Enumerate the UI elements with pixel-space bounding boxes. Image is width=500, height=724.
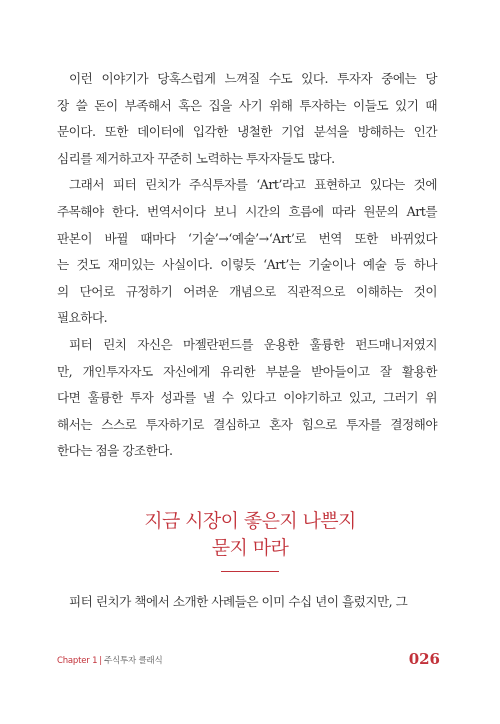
paragraph-line: 판본이 바뀔 때마다 ‘기술’→‘예술’→‘Art’로 번역 또한 바뀌었다 [57,230,437,246]
paragraph-line: 이런 이야기가 당혹스럽게 느껴질 수도 있다. 투자자 중에는 당 [69,71,437,86]
section-heading-line-1: 지금 시장이 좋은지 나쁜지 [144,510,356,532]
section-body-text: 피터 린치가 책에서 소개한 사례들은 이미 수십 년이 흘렀지만, 그 [69,594,408,609]
paragraph-line: 주목해야 한다. 번역서이다 보니 시간의 흐름에 따라 원문의 Art를 [57,203,437,219]
paragraph-line: 의 단어로 규정하기 어려운 개념으로 직관적으로 이해하는 것이 [57,283,437,299]
paragraph-line: 필요하다. [57,310,108,326]
footer-book-title: 주식투자 클래식 [103,656,163,666]
footer-chapter-label: Chapter 1 [57,656,98,666]
body-text [57,66,437,465]
paragraph-3 [57,332,437,465]
page-footer [57,650,440,670]
paragraph-line: 문이다. 또한 데이터에 입각한 냉철한 기업 분석을 방해하는 인간 [57,124,437,140]
paragraph-line: 그래서 피터 린치가 주식투자를 ‘Art’라고 표현하고 있다는 것에 [69,177,437,193]
footer-running-head [57,654,163,666]
paragraph-line: 는 것도 재미있는 사실이다. 이렇듯 ‘Art’는 기술이나 예술 등 하나 [57,257,437,273]
paragraph-line: 다면 훌륭한 투자 성과를 낼 수 있다고 이야기하고 있고, 그러기 위 [57,390,437,406]
section-heading [0,508,500,562]
paragraph-line: 해서는 스스로 투자하기로 결심하고 혼자 힘으로 투자를 결정해야 [57,416,437,432]
heading-divider [221,571,279,572]
paragraph-line: 심리를 제거하고자 꾸준히 노력하는 투자자들도 많다. [57,150,335,166]
paragraph-line: 장 쓸 돈이 부족해서 혹은 집을 사기 위해 투자하는 이들도 있기 때 [57,97,437,113]
paragraph-line: 한다는 점을 강조한다. [57,443,173,459]
paragraph-1 [57,66,437,172]
paragraph-line: 피터 린치 자신은 마젤란펀드를 운용한 훌륭한 펀드매니저였지 [69,336,437,352]
paragraph-line: 만, 개인투자자도 자신에게 유리한 부분을 받아들이고 잘 활용한 [57,363,437,379]
page-number: 026 [408,650,440,668]
paragraph-2 [57,172,437,332]
footer-separator: | [99,656,102,666]
section-heading-line-2: 묻지 마라 [211,537,289,559]
